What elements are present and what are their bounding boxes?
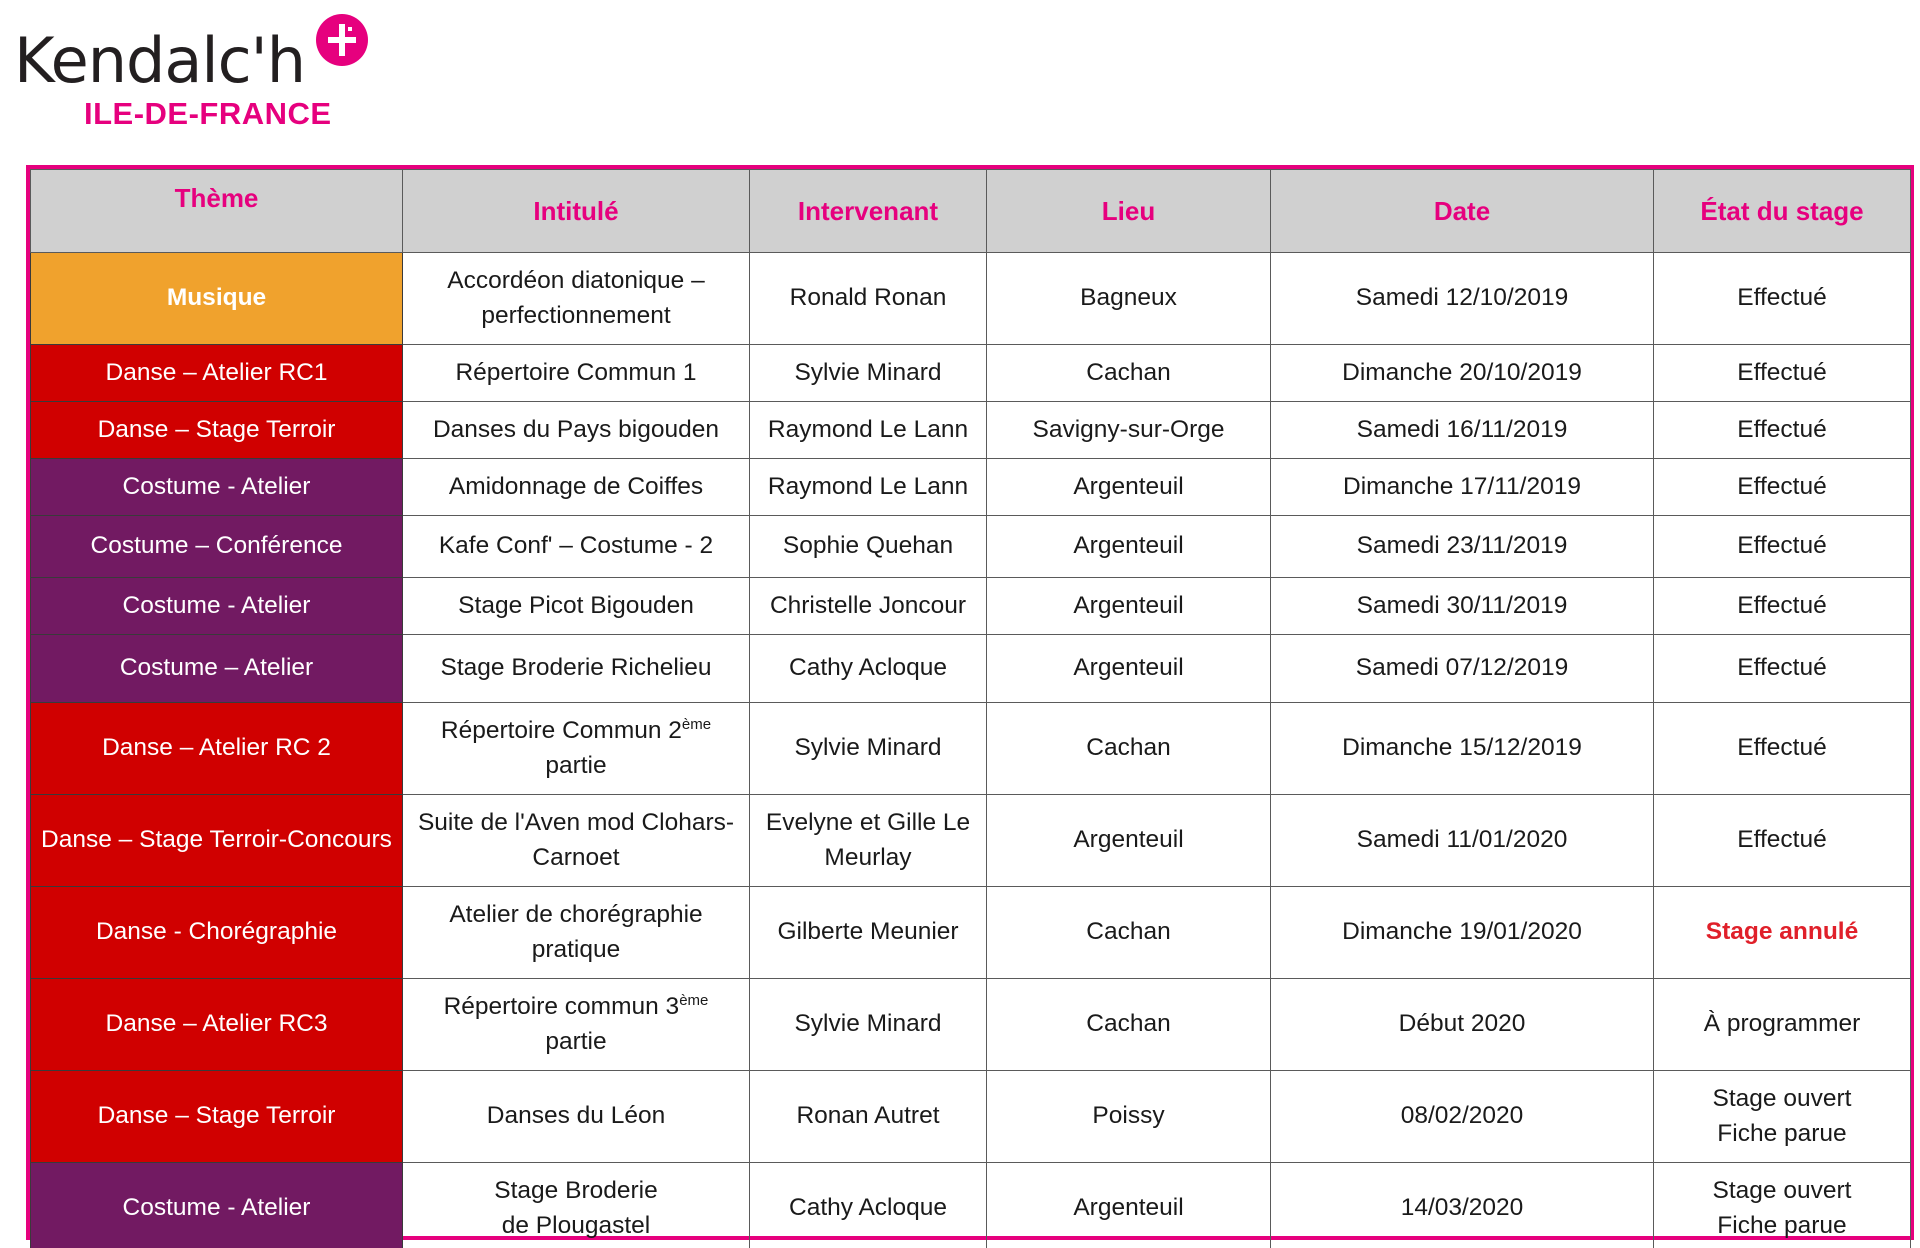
header-date: Date [1271, 170, 1654, 253]
cell-intervenant: Raymond Le Lann [750, 459, 987, 516]
cell-theme: Costume - Atelier [31, 1163, 403, 1248]
cell-lieu: Argenteuil [987, 459, 1271, 516]
stages-table-container [26, 165, 1914, 1240]
cell-intervenant: Raymond Le Lann [750, 402, 987, 459]
cell-theme: Costume – Conférence [31, 516, 403, 578]
cell-intitule [403, 1071, 750, 1163]
table-row [31, 578, 1911, 635]
table-row [31, 703, 1911, 795]
cell-intervenant: Cathy Acloque [750, 1163, 987, 1248]
intitule-text: Accordéon diatonique – perfectionnement [447, 267, 705, 329]
cell-intervenant: Sylvie Minard [750, 979, 987, 1071]
cell-theme: Costume – Atelier [31, 635, 403, 703]
cell-intervenant: Sophie Quehan [750, 516, 987, 578]
cell-lieu: Argenteuil [987, 1163, 1271, 1248]
intitule-text: Stage Broderie Richelieu [440, 654, 712, 682]
table-header-row [31, 170, 1911, 253]
cell-intitule [403, 1163, 750, 1248]
cell-intitule [403, 459, 750, 516]
table-row [31, 979, 1911, 1071]
etat-text: Effectué [1737, 826, 1827, 854]
intitule-text: Répertoire Commun 2 [440, 717, 682, 745]
etat-text: Effectué [1737, 358, 1827, 386]
cell-date: 14/03/2020 [1271, 1163, 1654, 1248]
cell-theme: Musique [31, 253, 403, 345]
table-row [31, 402, 1911, 459]
cell-intitule [403, 253, 750, 345]
intitule-text: Amidonnage de Coiffes [448, 472, 704, 500]
cell-etat [1654, 979, 1911, 1071]
cell-etat [1654, 795, 1911, 887]
cell-intitule [403, 795, 750, 887]
etat-line2: Fiche parue [1717, 1119, 1847, 1147]
cell-intervenant: Cathy Acloque [750, 635, 987, 703]
cell-lieu: Argenteuil [987, 795, 1271, 887]
cell-intitule [403, 345, 750, 402]
cell-intitule [403, 578, 750, 635]
cell-intitule [403, 635, 750, 703]
logo-wordmark: Kendalc'h [14, 24, 306, 97]
cell-lieu: Cachan [987, 979, 1271, 1071]
cell-lieu: Savigny-sur-Orge [987, 402, 1271, 459]
cell-lieu: Bagneux [987, 253, 1271, 345]
etat-text: Effectué [1737, 472, 1827, 500]
cell-intitule [403, 979, 750, 1071]
intitule-text: Atelier de chorégraphie pratique [449, 901, 703, 963]
cell-etat [1654, 635, 1911, 703]
cell-theme: Danse - Chorégraphie [31, 887, 403, 979]
cell-etat [1654, 1071, 1911, 1163]
cell-lieu: Argenteuil [987, 516, 1271, 578]
intitule-text: Répertoire commun 3 [443, 993, 680, 1021]
table-body [31, 253, 1911, 1248]
logo-plus-mark-icon [314, 12, 370, 68]
intitule-text: Répertoire Commun 1 [455, 358, 697, 386]
cell-intervenant: Christelle Joncour [750, 578, 987, 635]
etat-text: Effectué [1737, 591, 1827, 619]
cell-lieu: Cachan [987, 887, 1271, 979]
header-intitule: Intitulé [403, 170, 750, 253]
cell-date: Samedi 12/10/2019 [1271, 253, 1654, 345]
intitule-text: Stage Picot Bigouden [458, 591, 694, 619]
cell-etat [1654, 345, 1911, 402]
cell-etat [1654, 887, 1911, 979]
intitule-line2: de Plougastel [501, 1211, 651, 1239]
cell-intervenant: Evelyne et Gille Le Meurlay [750, 795, 987, 887]
table-row [31, 887, 1911, 979]
cell-theme: Danse – Stage Terroir-Concours [31, 795, 403, 887]
cell-lieu: Argenteuil [987, 578, 1271, 635]
etat-text: Effectué [1737, 734, 1827, 762]
intitule-line2: partie [545, 751, 607, 779]
cell-intervenant: Ronald Ronan [750, 253, 987, 345]
cell-date: Samedi 23/11/2019 [1271, 516, 1654, 578]
cell-theme: Danse – Atelier RC 2 [31, 703, 403, 795]
cell-etat [1654, 516, 1911, 578]
cell-lieu: Cachan [987, 703, 1271, 795]
table-row [31, 345, 1911, 402]
cell-date: Samedi 11/01/2020 [1271, 795, 1654, 887]
cell-etat [1654, 703, 1911, 795]
cell-date: Début 2020 [1271, 979, 1654, 1071]
etat-text: Effectué [1737, 654, 1827, 682]
cell-date: Dimanche 19/01/2020 [1271, 887, 1654, 979]
cell-etat [1654, 253, 1911, 345]
cell-date: Samedi 30/11/2019 [1271, 578, 1654, 635]
table-row [31, 635, 1911, 703]
cell-date: Dimanche 17/11/2019 [1271, 459, 1654, 516]
intitule-superscript: ème [679, 992, 709, 1010]
cell-lieu: Argenteuil [987, 635, 1271, 703]
intitule-superscript: ème [681, 716, 712, 734]
cell-theme: Danse – Atelier RC1 [31, 345, 403, 402]
cell-theme: Danse – Atelier RC3 [31, 979, 403, 1071]
stages-table [30, 169, 1911, 1248]
kendalch-logo [14, 10, 374, 135]
cell-date: Dimanche 15/12/2019 [1271, 703, 1654, 795]
cell-etat [1654, 578, 1911, 635]
etat-text: Stage annulé [1705, 918, 1859, 946]
table-row [31, 1071, 1911, 1163]
table-row [31, 253, 1911, 345]
cell-intervenant: Gilberte Meunier [750, 887, 987, 979]
cell-date: Samedi 16/11/2019 [1271, 402, 1654, 459]
cell-date: Samedi 07/12/2019 [1271, 635, 1654, 703]
cell-date: Dimanche 20/10/2019 [1271, 345, 1654, 402]
table-row [31, 795, 1911, 887]
etat-text: Effectué [1737, 415, 1827, 443]
table-row [31, 516, 1911, 578]
cell-theme: Costume - Atelier [31, 459, 403, 516]
cell-intervenant: Sylvie Minard [750, 703, 987, 795]
header-intervenant: Intervenant [750, 170, 987, 253]
cell-etat [1654, 1163, 1911, 1248]
header-lieu: Lieu [987, 170, 1271, 253]
header-etat: État du stage [1654, 170, 1911, 253]
etat-text: Stage ouvert [1712, 1085, 1852, 1113]
cell-theme: Danse – Stage Terroir [31, 1071, 403, 1163]
cell-lieu: Cachan [987, 345, 1271, 402]
cell-theme: Danse – Stage Terroir [31, 402, 403, 459]
intitule-text: Kafe Conf' – Costume - 2 [438, 532, 714, 560]
cell-intitule [403, 516, 750, 578]
etat-text: Stage ouvert [1712, 1177, 1852, 1205]
etat-text: Effectué [1737, 532, 1827, 560]
table-row [31, 459, 1911, 516]
cell-lieu: Poissy [987, 1071, 1271, 1163]
intitule-text: Stage Broderie [494, 1177, 658, 1205]
etat-text: À programmer [1703, 1010, 1861, 1038]
etat-text: Effectué [1737, 284, 1827, 312]
cell-date: 08/02/2020 [1271, 1071, 1654, 1163]
intitule-text: Suite de l'Aven mod Clohars-Carnoet [417, 809, 735, 871]
table-row [31, 1163, 1911, 1248]
intitule-text: Danses du Léon [486, 1102, 666, 1130]
cell-etat [1654, 402, 1911, 459]
cell-intitule [403, 402, 750, 459]
cell-intitule [403, 887, 750, 979]
cell-etat [1654, 459, 1911, 516]
intitule-text: Danses du Pays bigouden [432, 415, 720, 443]
cell-intervenant: Sylvie Minard [750, 345, 987, 402]
header-theme: Thème [31, 170, 403, 253]
cell-intitule [403, 703, 750, 795]
logo-region: ILE-DE-FRANCE [84, 96, 332, 131]
cell-theme: Costume - Atelier [31, 578, 403, 635]
etat-line2: Fiche parue [1717, 1211, 1847, 1239]
intitule-line2: partie [545, 1027, 607, 1055]
cell-intervenant: Ronan Autret [750, 1071, 987, 1163]
